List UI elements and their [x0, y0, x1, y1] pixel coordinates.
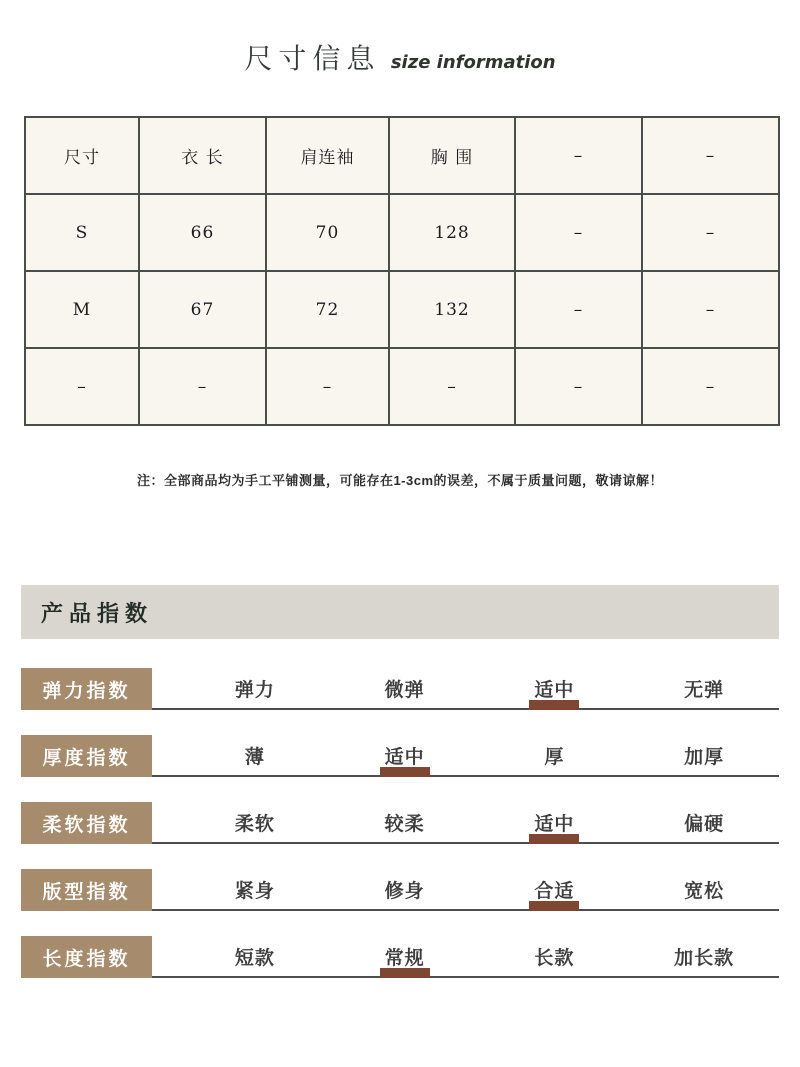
size-table-header-cell: –	[642, 117, 779, 194]
index-option: 厚	[544, 746, 565, 768]
index-row-label: 柔软指数	[21, 802, 152, 844]
size-table-cell: 72	[266, 271, 389, 348]
size-info-title-cn: 尺寸信息	[244, 42, 381, 75]
index-row-options	[180, 869, 779, 909]
index-option: 宽松	[684, 880, 725, 902]
size-table-cell: –	[515, 348, 642, 425]
size-table-cell: 67	[139, 271, 266, 348]
size-table-cell: –	[389, 348, 515, 425]
index-option: 柔软	[234, 813, 275, 835]
size-table-cell: 66	[139, 194, 266, 271]
size-table-row-empty	[25, 348, 779, 425]
index-option: 薄	[244, 746, 265, 768]
size-table-cell: –	[515, 194, 642, 271]
index-row-options	[180, 802, 779, 842]
index-row-label: 版型指数	[21, 869, 152, 911]
index-option: 微弹	[384, 679, 425, 701]
index-row-elasticity	[21, 668, 779, 710]
size-table	[24, 116, 780, 426]
index-option: 适中	[480, 668, 630, 708]
size-table-cell: 128	[389, 194, 515, 271]
size-table-header-cell: –	[515, 117, 642, 194]
size-table-header-cell: 胸 围	[389, 117, 515, 194]
measurement-note: 注：全部商品均为手工平铺测量，可能存在1-3cm的误差，不属于质量问题，敬请谅解！	[136, 473, 664, 488]
index-option: 紧身	[234, 880, 275, 902]
index-row-thickness	[21, 735, 779, 777]
index-row-options	[180, 668, 779, 708]
size-table-cell: –	[139, 348, 266, 425]
index-row-options	[180, 735, 779, 775]
size-table-header-cell: 肩连袖	[266, 117, 389, 194]
index-option: 常规	[330, 936, 480, 976]
index-option: 加厚	[684, 746, 725, 768]
size-table-cell: 132	[389, 271, 515, 348]
index-row-label: 弹力指数	[21, 668, 152, 710]
size-table-row-s	[25, 194, 779, 271]
product-index-header: 产品指数	[21, 585, 779, 639]
size-table-cell: –	[642, 194, 779, 271]
index-row-fit	[21, 869, 779, 911]
size-table-cell: –	[25, 348, 139, 425]
product-index-rows	[21, 668, 779, 978]
index-row-length	[21, 936, 779, 978]
index-option: 适中	[480, 802, 630, 842]
index-option: 合适	[480, 869, 630, 909]
index-option: 无弹	[684, 679, 725, 701]
product-index-section	[21, 585, 779, 978]
size-table-cell: 70	[266, 194, 389, 271]
index-row-label: 长度指数	[21, 936, 152, 978]
size-table-row-m	[25, 271, 779, 348]
size-table-cell: –	[642, 348, 779, 425]
index-option: 弹力	[234, 679, 275, 701]
size-info-title	[0, 40, 800, 78]
index-option: 适中	[330, 735, 480, 775]
index-option: 长款	[534, 947, 575, 969]
size-table-header-cell: 衣 长	[139, 117, 266, 194]
index-option: 偏硬	[684, 813, 725, 835]
index-option: 加长款	[674, 947, 735, 969]
size-table-header-row	[25, 117, 779, 194]
index-row-options	[180, 936, 779, 976]
size-table-cell: –	[515, 271, 642, 348]
index-option: 短款	[234, 947, 275, 969]
index-option: 修身	[384, 880, 425, 902]
size-info-title-en: size information	[390, 52, 556, 73]
index-row-softness	[21, 802, 779, 844]
size-table-cell: M	[25, 271, 139, 348]
size-table-cell: –	[266, 348, 389, 425]
size-table-cell: S	[25, 194, 139, 271]
size-table-header-cell: 尺寸	[25, 117, 139, 194]
index-row-label: 厚度指数	[21, 735, 152, 777]
index-option: 较柔	[384, 813, 425, 835]
size-table-cell: –	[642, 271, 779, 348]
